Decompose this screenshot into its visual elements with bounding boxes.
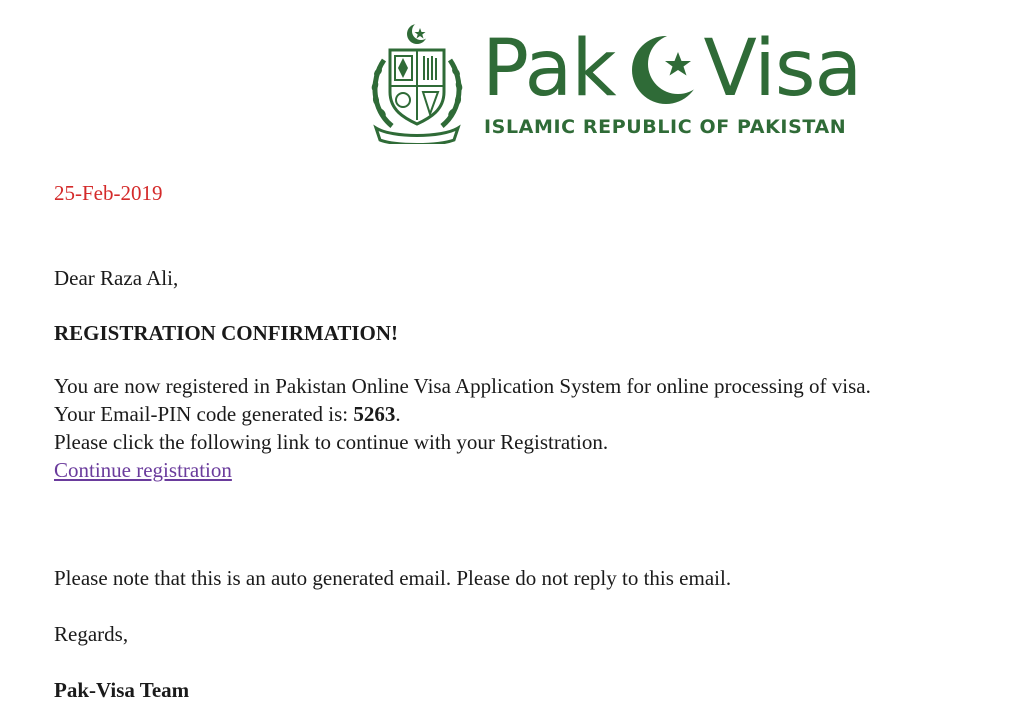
pin-prefix: Your Email-PIN code generated is: (54, 402, 354, 426)
header-logo (362, 20, 862, 144)
pin-code: 5263 (353, 402, 396, 426)
registration-message: You are now registered in Pakistan Online Visa Application System for online processing of visa. (54, 374, 871, 398)
continue-instruction: Please click the following link to continue with your Registration. (54, 430, 609, 454)
brand-tagline: ISLAMIC REPUBLIC OF PAKISTAN (484, 116, 847, 138)
regards: Regards, (54, 622, 129, 646)
state-emblem-icon (362, 20, 472, 144)
brand-name-part1: Pak (482, 24, 616, 114)
continue-registration-link[interactable]: Continue registration (54, 458, 232, 482)
greeting: Dear Raza Ali, (54, 266, 179, 290)
brand-logo (482, 24, 862, 144)
pin-suffix: . (395, 402, 401, 426)
crescent-star-icon (626, 24, 700, 114)
brand-name (482, 24, 861, 114)
auto-generated-note: Please note that this is an auto generated email. Please do not reply to this email. (54, 566, 732, 590)
pin-message (54, 402, 401, 427)
email-date: 25-Feb-2019 (54, 181, 163, 205)
signature: Pak-Visa Team (54, 678, 190, 702)
email-heading: REGISTRATION CONFIRMATION! (54, 321, 398, 345)
brand-name-part2: Visa (703, 24, 862, 114)
